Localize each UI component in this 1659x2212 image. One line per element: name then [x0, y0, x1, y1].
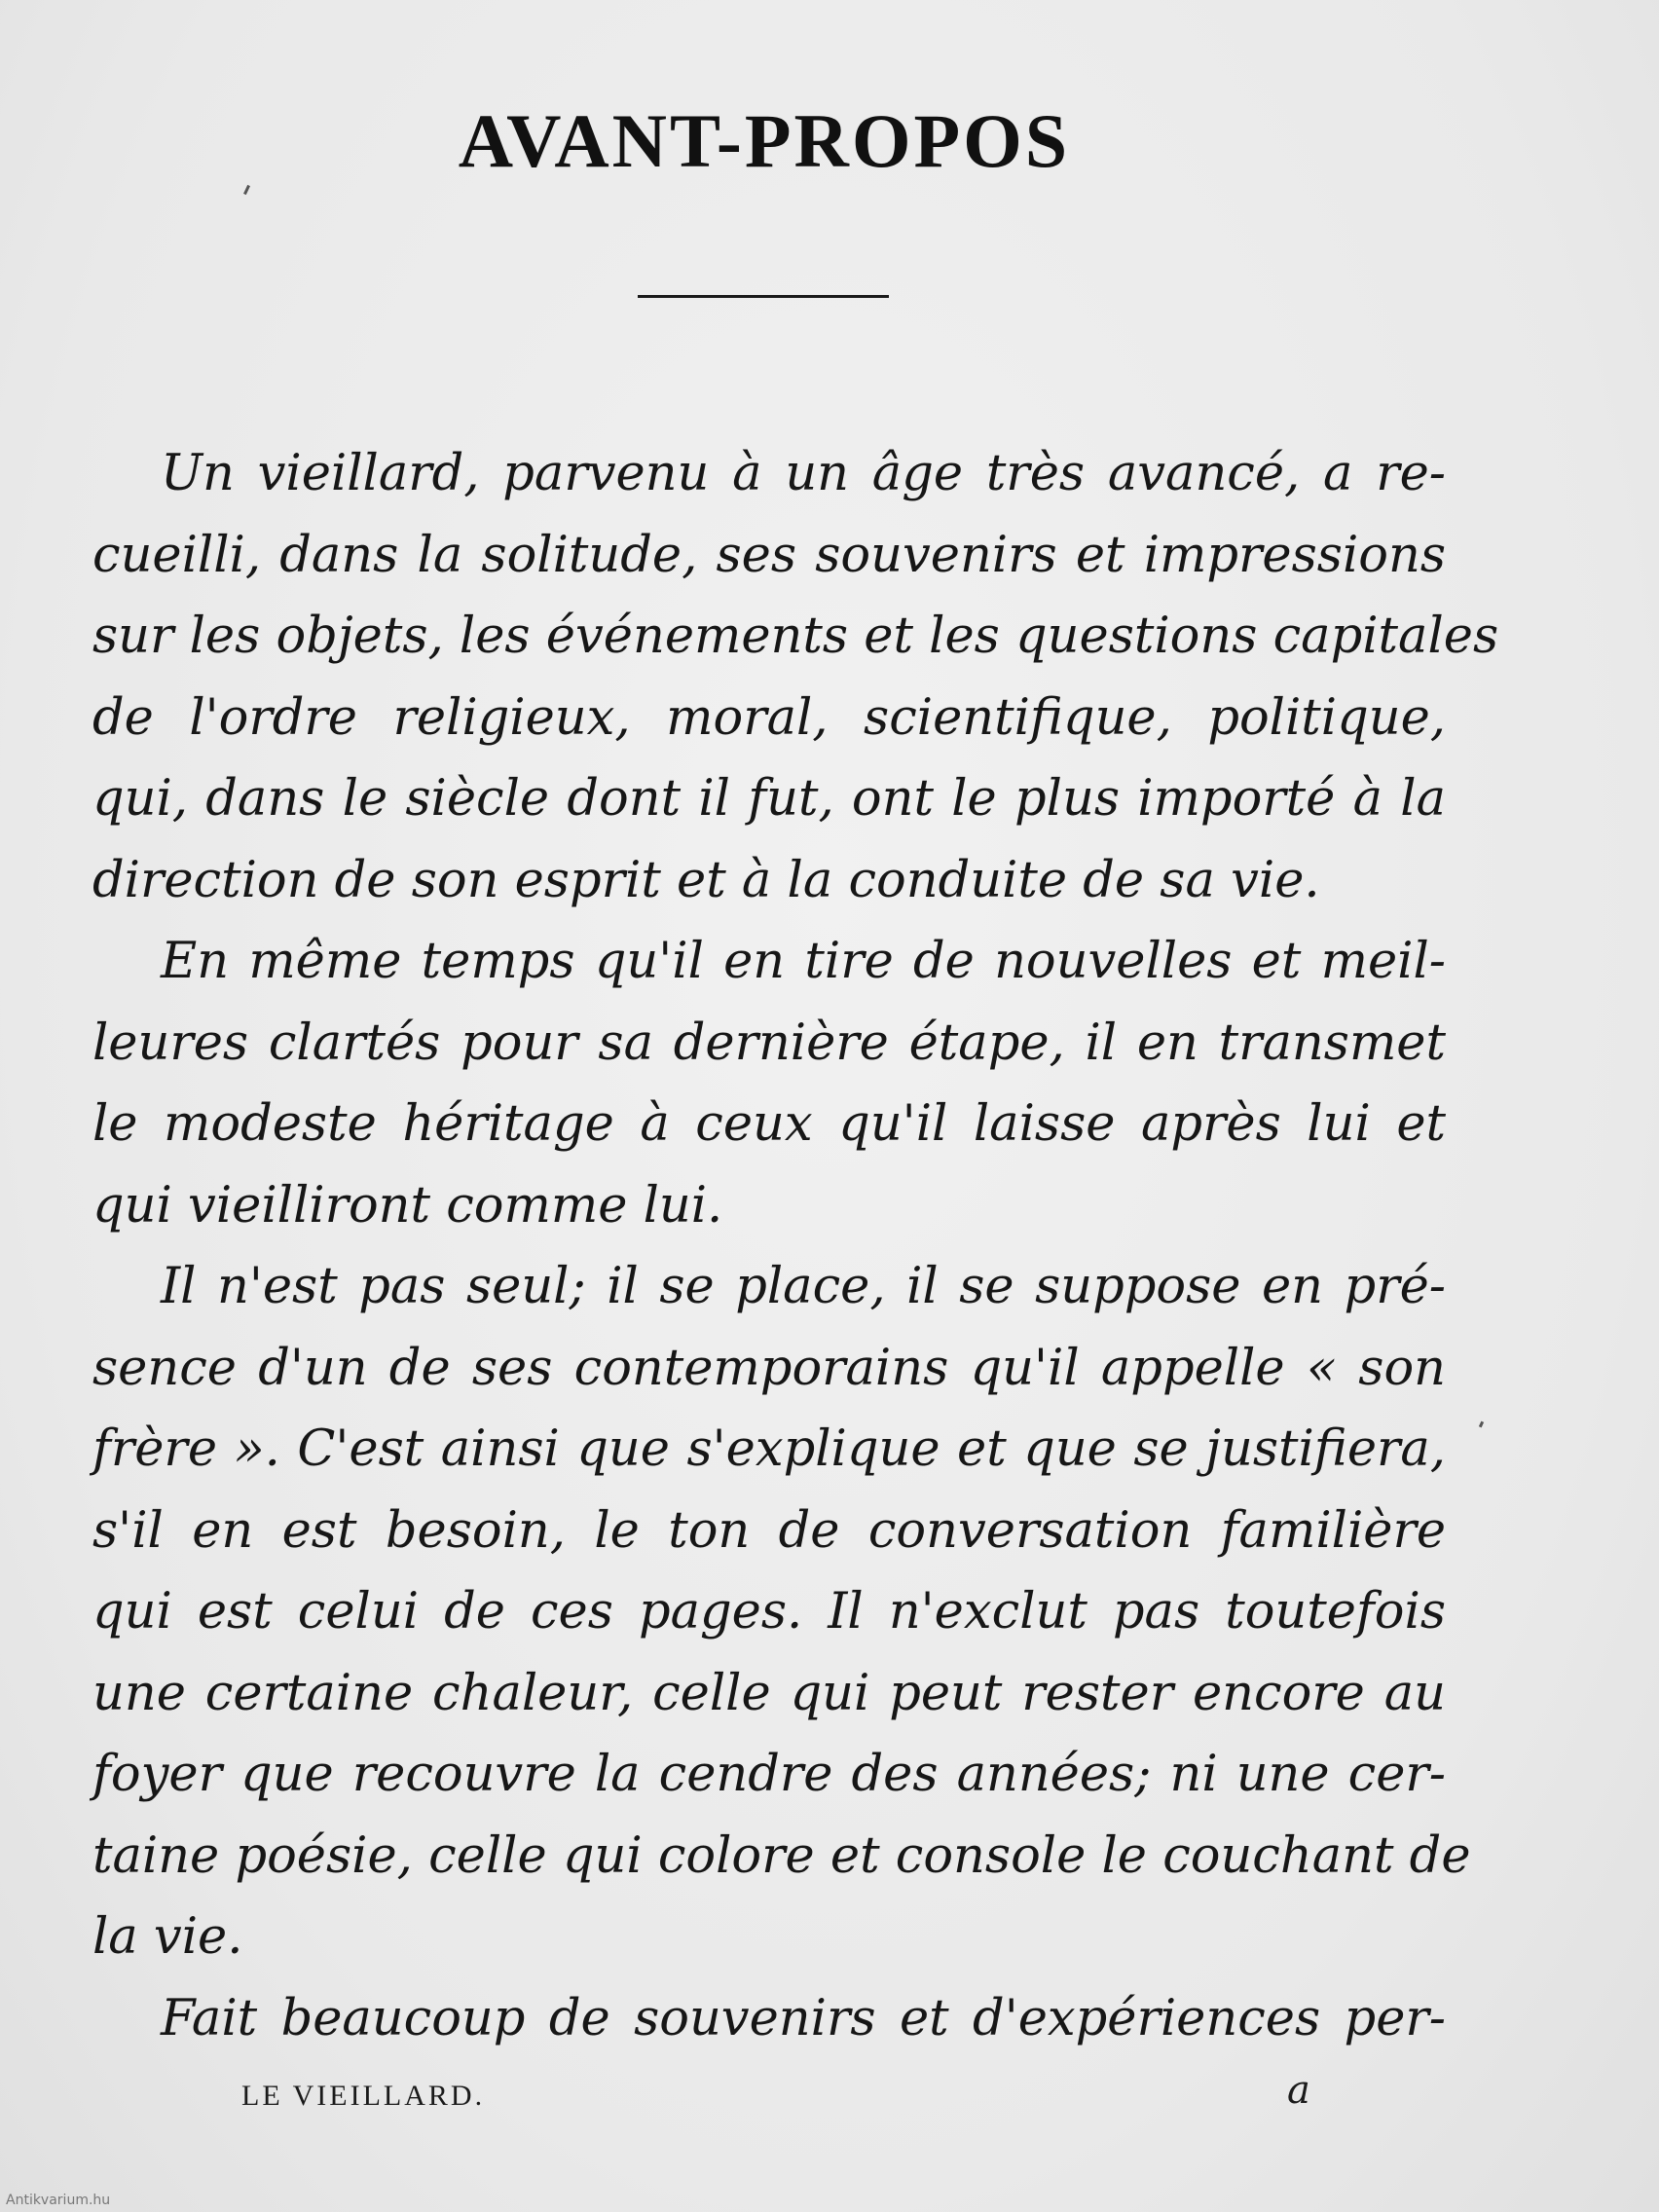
text-line: la vie.	[92, 1908, 243, 1966]
watermark: Antikvarium.hu	[6, 2193, 111, 2208]
text-line: leures clartés pour sa dernière étape, il en transmet	[92, 1014, 1446, 1072]
text-line: En même temps qu'il en tire de nouvelles et meil-	[161, 933, 1446, 990]
print-speck	[1479, 1421, 1484, 1428]
text-line: Un vieillard, parvenu à un âge très avancé, a re-	[161, 445, 1446, 502]
text-line: qui vieilliront comme lui.	[92, 1176, 723, 1235]
page-title: AVANT-PROPOS	[458, 98, 1071, 183]
text-line: taine poésie, celle qui colore et console le couchant de	[92, 1826, 1471, 1885]
print-speck	[243, 185, 250, 195]
text-line: cueilli, dans la solitude, ses souvenirs et impressions	[92, 526, 1446, 584]
text-line: sence d'un de ses contemporains qu'il appelle « son	[92, 1339, 1446, 1397]
text-line: Fait beaucoup de souvenirs et d'expériences per-	[161, 1989, 1446, 2047]
text-line: une certaine chaleur, celle qui peut rester encore au	[92, 1664, 1446, 1722]
text-line: direction de son esprit et à la conduite de sa vie.	[92, 851, 1320, 909]
text-line: le modeste héritage à ceux qu'il laisse après lui et	[92, 1095, 1446, 1153]
sheet-letter: a	[1287, 2068, 1310, 2113]
text-line: s'il en est besoin, le ton de conversation familière	[92, 1501, 1446, 1560]
body-text	[92, 433, 1499, 2059]
text-line: qui, dans le siècle dont il fut, ont le plus importé à la	[92, 770, 1446, 828]
title-divider	[638, 295, 889, 298]
text-line: Il n'est pas seul; il se place, il se suppose en pré-	[161, 1258, 1446, 1315]
text-line: foyer que recouvre la cendre des années; ni une cer-	[92, 1746, 1446, 1803]
text-line: qui est celui de ces pages. Il n'exclut pas toutefois	[92, 1583, 1446, 1641]
text-line: sur les objets, les événements et les questions capitales	[92, 608, 1499, 665]
text-line: frère ». C'est ainsi que s'explique et que se justifiera,	[92, 1420, 1446, 1478]
text-line: de l'ordre religieux, moral, scientifique, politique,	[92, 688, 1446, 747]
signature-mark: LE VIEILLARD.	[241, 2080, 486, 2112]
